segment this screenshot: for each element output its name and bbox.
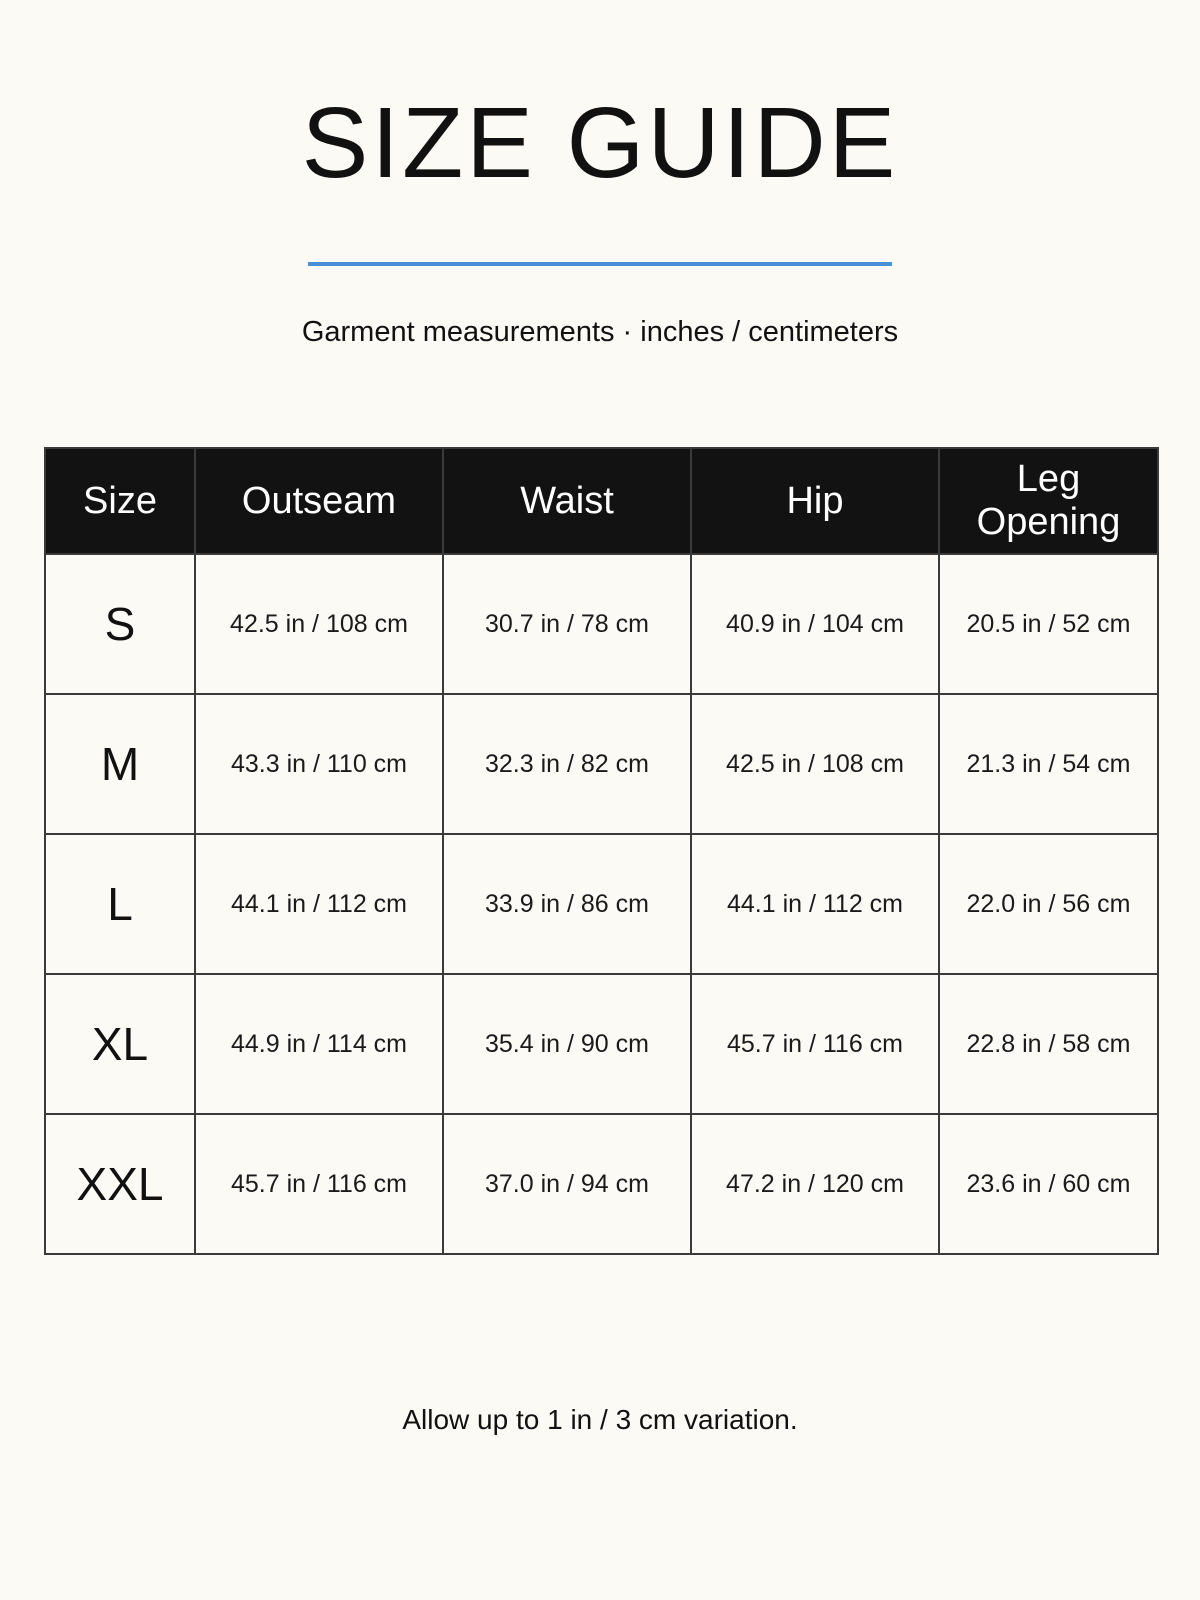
header-outseam: Outseam (195, 448, 443, 554)
size-cell: M (45, 694, 195, 834)
outseam-cell: 44.9 in / 114 cm (195, 974, 443, 1114)
leg-opening-cell: 21.3 in / 54 cm (939, 694, 1158, 834)
outseam-cell: 42.5 in / 108 cm (195, 554, 443, 694)
size-cell: S (45, 554, 195, 694)
hip-cell: 45.7 in / 116 cm (691, 974, 939, 1114)
hip-cell: 42.5 in / 108 cm (691, 694, 939, 834)
header-leg-opening: Leg Opening (939, 448, 1158, 554)
table-row (45, 1114, 1158, 1254)
header-size: Size (45, 448, 195, 554)
hip-cell: 44.1 in / 112 cm (691, 834, 939, 974)
outseam-cell: 44.1 in / 112 cm (195, 834, 443, 974)
page-title: SIZE GUIDE (301, 87, 899, 199)
hip-cell: 47.2 in / 120 cm (691, 1114, 939, 1254)
table-header-row (45, 448, 1158, 554)
title-divider (308, 262, 892, 266)
size-cell: XXL (45, 1114, 195, 1254)
waist-cell: 37.0 in / 94 cm (443, 1114, 691, 1254)
header-hip: Hip (691, 448, 939, 554)
page-subtitle: Garment measurements · inches / centimeters (301, 316, 899, 348)
header-waist: Waist (443, 448, 691, 554)
waist-cell: 32.3 in / 82 cm (443, 694, 691, 834)
leg-opening-cell: 23.6 in / 60 cm (939, 1114, 1158, 1254)
variation-note: Allow up to 1 in / 3 cm variation. (402, 1404, 798, 1435)
leg-opening-cell: 20.5 in / 52 cm (939, 554, 1158, 694)
size-table (44, 447, 1159, 1255)
waist-cell: 35.4 in / 90 cm (443, 974, 691, 1114)
outseam-cell: 43.3 in / 110 cm (195, 694, 443, 834)
size-cell: L (45, 834, 195, 974)
hip-cell: 40.9 in / 104 cm (691, 554, 939, 694)
leg-opening-cell: 22.8 in / 58 cm (939, 974, 1158, 1114)
table-row (45, 694, 1158, 834)
size-cell: XL (45, 974, 195, 1114)
waist-cell: 33.9 in / 86 cm (443, 834, 691, 974)
table-row (45, 974, 1158, 1114)
waist-cell: 30.7 in / 78 cm (443, 554, 691, 694)
leg-opening-cell: 22.0 in / 56 cm (939, 834, 1158, 974)
table-row (45, 554, 1158, 694)
outseam-cell: 45.7 in / 116 cm (195, 1114, 443, 1254)
table-row (45, 834, 1158, 974)
